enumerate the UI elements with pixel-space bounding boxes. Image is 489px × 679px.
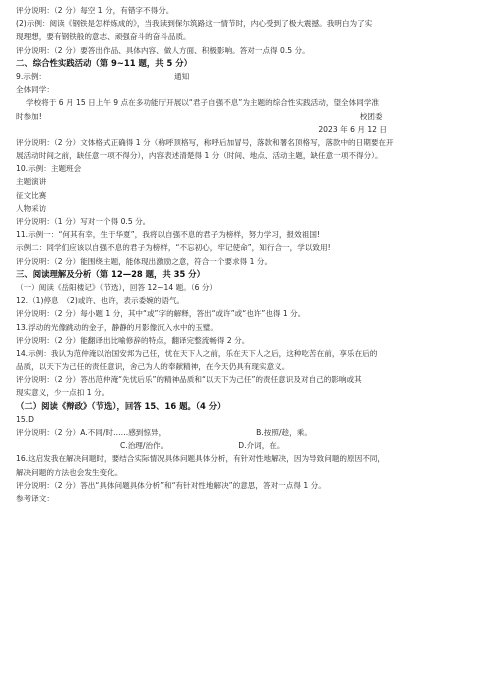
notice-title: 通知 [174, 71, 190, 81]
text-line [16, 439, 475, 452]
text-fragment: 时参加! [16, 111, 42, 121]
date-line: 2023 年 6 月 12 日 [318, 124, 387, 134]
text-line: 评分说明：（2 分）能翻译出比喻修辞的特点，翻译完整流畅得 2 分。 [16, 335, 250, 345]
option-a: 评分说明：（2 分）A.不同/时……感到惊异， [16, 428, 167, 437]
text-line: 参考译文： [16, 493, 54, 503]
section-heading: 二、综合性实践活动（第 9~11 题，共 5 分） [16, 57, 192, 68]
text-line: (2)示例：阅读《钢铁是怎样炼成的》，当我读到保尔筑路这一情节时，内心受到了极大震撼。我明白为了实 [16, 19, 373, 29]
text-line: 示例二：同学们应该以自强不息的君子为榜样，“不忘初心，牢记使命”，知行合一，学以致用! [16, 243, 331, 253]
text-line: 征文比赛 [16, 190, 47, 200]
section-heading: 三、阅读理解及分析（第 12—28 题，共 35 分） [16, 268, 206, 279]
text-line: 展活动时间之前，缺任意一项不得分），内容表述清楚得 1 分（时间、地点、活动主题，缺任意一项不得分）。 [16, 151, 383, 161]
text-line: 10.示例：主题班会 [16, 164, 82, 174]
text-line: 评分说明：（2 分）要答出作品、具体内容、做人方面、积极影响。答对一点得 0.5 分。 [16, 45, 310, 55]
text-line: 评分说明：（2 分）答出范仲淹“先忧后乐”的精神品质和“以天下为己任”的责任意识及对自己的影响或其 [16, 375, 362, 385]
text-line: 评分说明：（1 分）写对一个得 0.5 分。 [16, 217, 151, 226]
text-line: 解决问题的方法也会发生变化。 [16, 467, 123, 477]
text-line: 评分说明：（2 分）文体格式正确得 1 分（称呼顶格写，称呼后加冒号，落款和署名顶格写，落款中的日期要在开 [16, 137, 394, 147]
text-line: 16.这启发我在解决问题时，要结合实际情况具体问题具体分析，有针对性地解决，因为导致问题的原因不同， [16, 454, 385, 464]
text-line: 品质，以天下为己任的责任意识，舍己为人的奉献精神，在今天仍具有现实意义。 [16, 362, 290, 372]
text-line: 学校将于 6 月 15 日上午 9 点在多功能厅开展以“君子自强不息”为主题的综合性实践活动，望全体同学准 [26, 98, 380, 108]
option-b: B.按照/趁，乘。 [256, 428, 312, 437]
text-line: 14.示例：我认为范仲淹以治国安邦为己任，忧在天下人之前，乐在天下人之后，这种吃苦在前，享乐在后的 [16, 348, 378, 358]
option-c: C.治理/治作。 [120, 441, 169, 451]
text-line [16, 110, 475, 123]
text-line: 现实意义，少一点扣 1 分。 [16, 388, 110, 398]
text-line: 评分说明：（2 分）每小题 1 分，其中“或”字的解释，答出“或许”或“也许”也得 1 分。 [16, 309, 306, 319]
text-line [16, 426, 475, 439]
text-line: 主题演讲 [16, 177, 47, 187]
text-line: 评分说明：（2 分）能围绕主题，能体现出激励之意，符合一个要求得 1 分。 [16, 256, 273, 266]
text-line: 现理想，要有钢铁般的意志、顽强奋斗的奋斗品质。 [16, 32, 191, 42]
text-line: 人物采访 [16, 203, 47, 213]
text-line: 评分说明：（2 分）每空 1 分，有错字不得分。 [16, 6, 174, 15]
text-line: 11.示例一：“何其有幸，生于华夏”，我将以自强不息的君子为榜样，努力学习，报效祖国! [16, 230, 320, 240]
text-line: 12.（1)停息 （2)或许、也许，表示委婉的语气。 [16, 296, 185, 306]
text-line: 15.D [16, 414, 34, 424]
text-line: 13.浮动的光像跳动的金子，静静的月影像沉入水中的玉璧。 [16, 322, 218, 332]
question-number: 9.示例： [16, 71, 47, 81]
subsection-heading: （二）阅读《辩政》（节选），回答 15、16 题。（4 分） [16, 400, 226, 411]
text-line: 评分说明：（2 分）答出“具体问题具体分析”和“有针对性地解决”的意思，答对一点得 1 分。 [16, 480, 326, 490]
subsection-heading: （一）阅读《岳阳楼记》（节选），回答 12~14 题。（6 分） [16, 282, 218, 292]
text-line [16, 70, 475, 83]
option-d: D.介词，在。 [238, 441, 285, 451]
text-line: 全体同学： [16, 85, 54, 95]
signature: 校团委 [359, 111, 383, 121]
